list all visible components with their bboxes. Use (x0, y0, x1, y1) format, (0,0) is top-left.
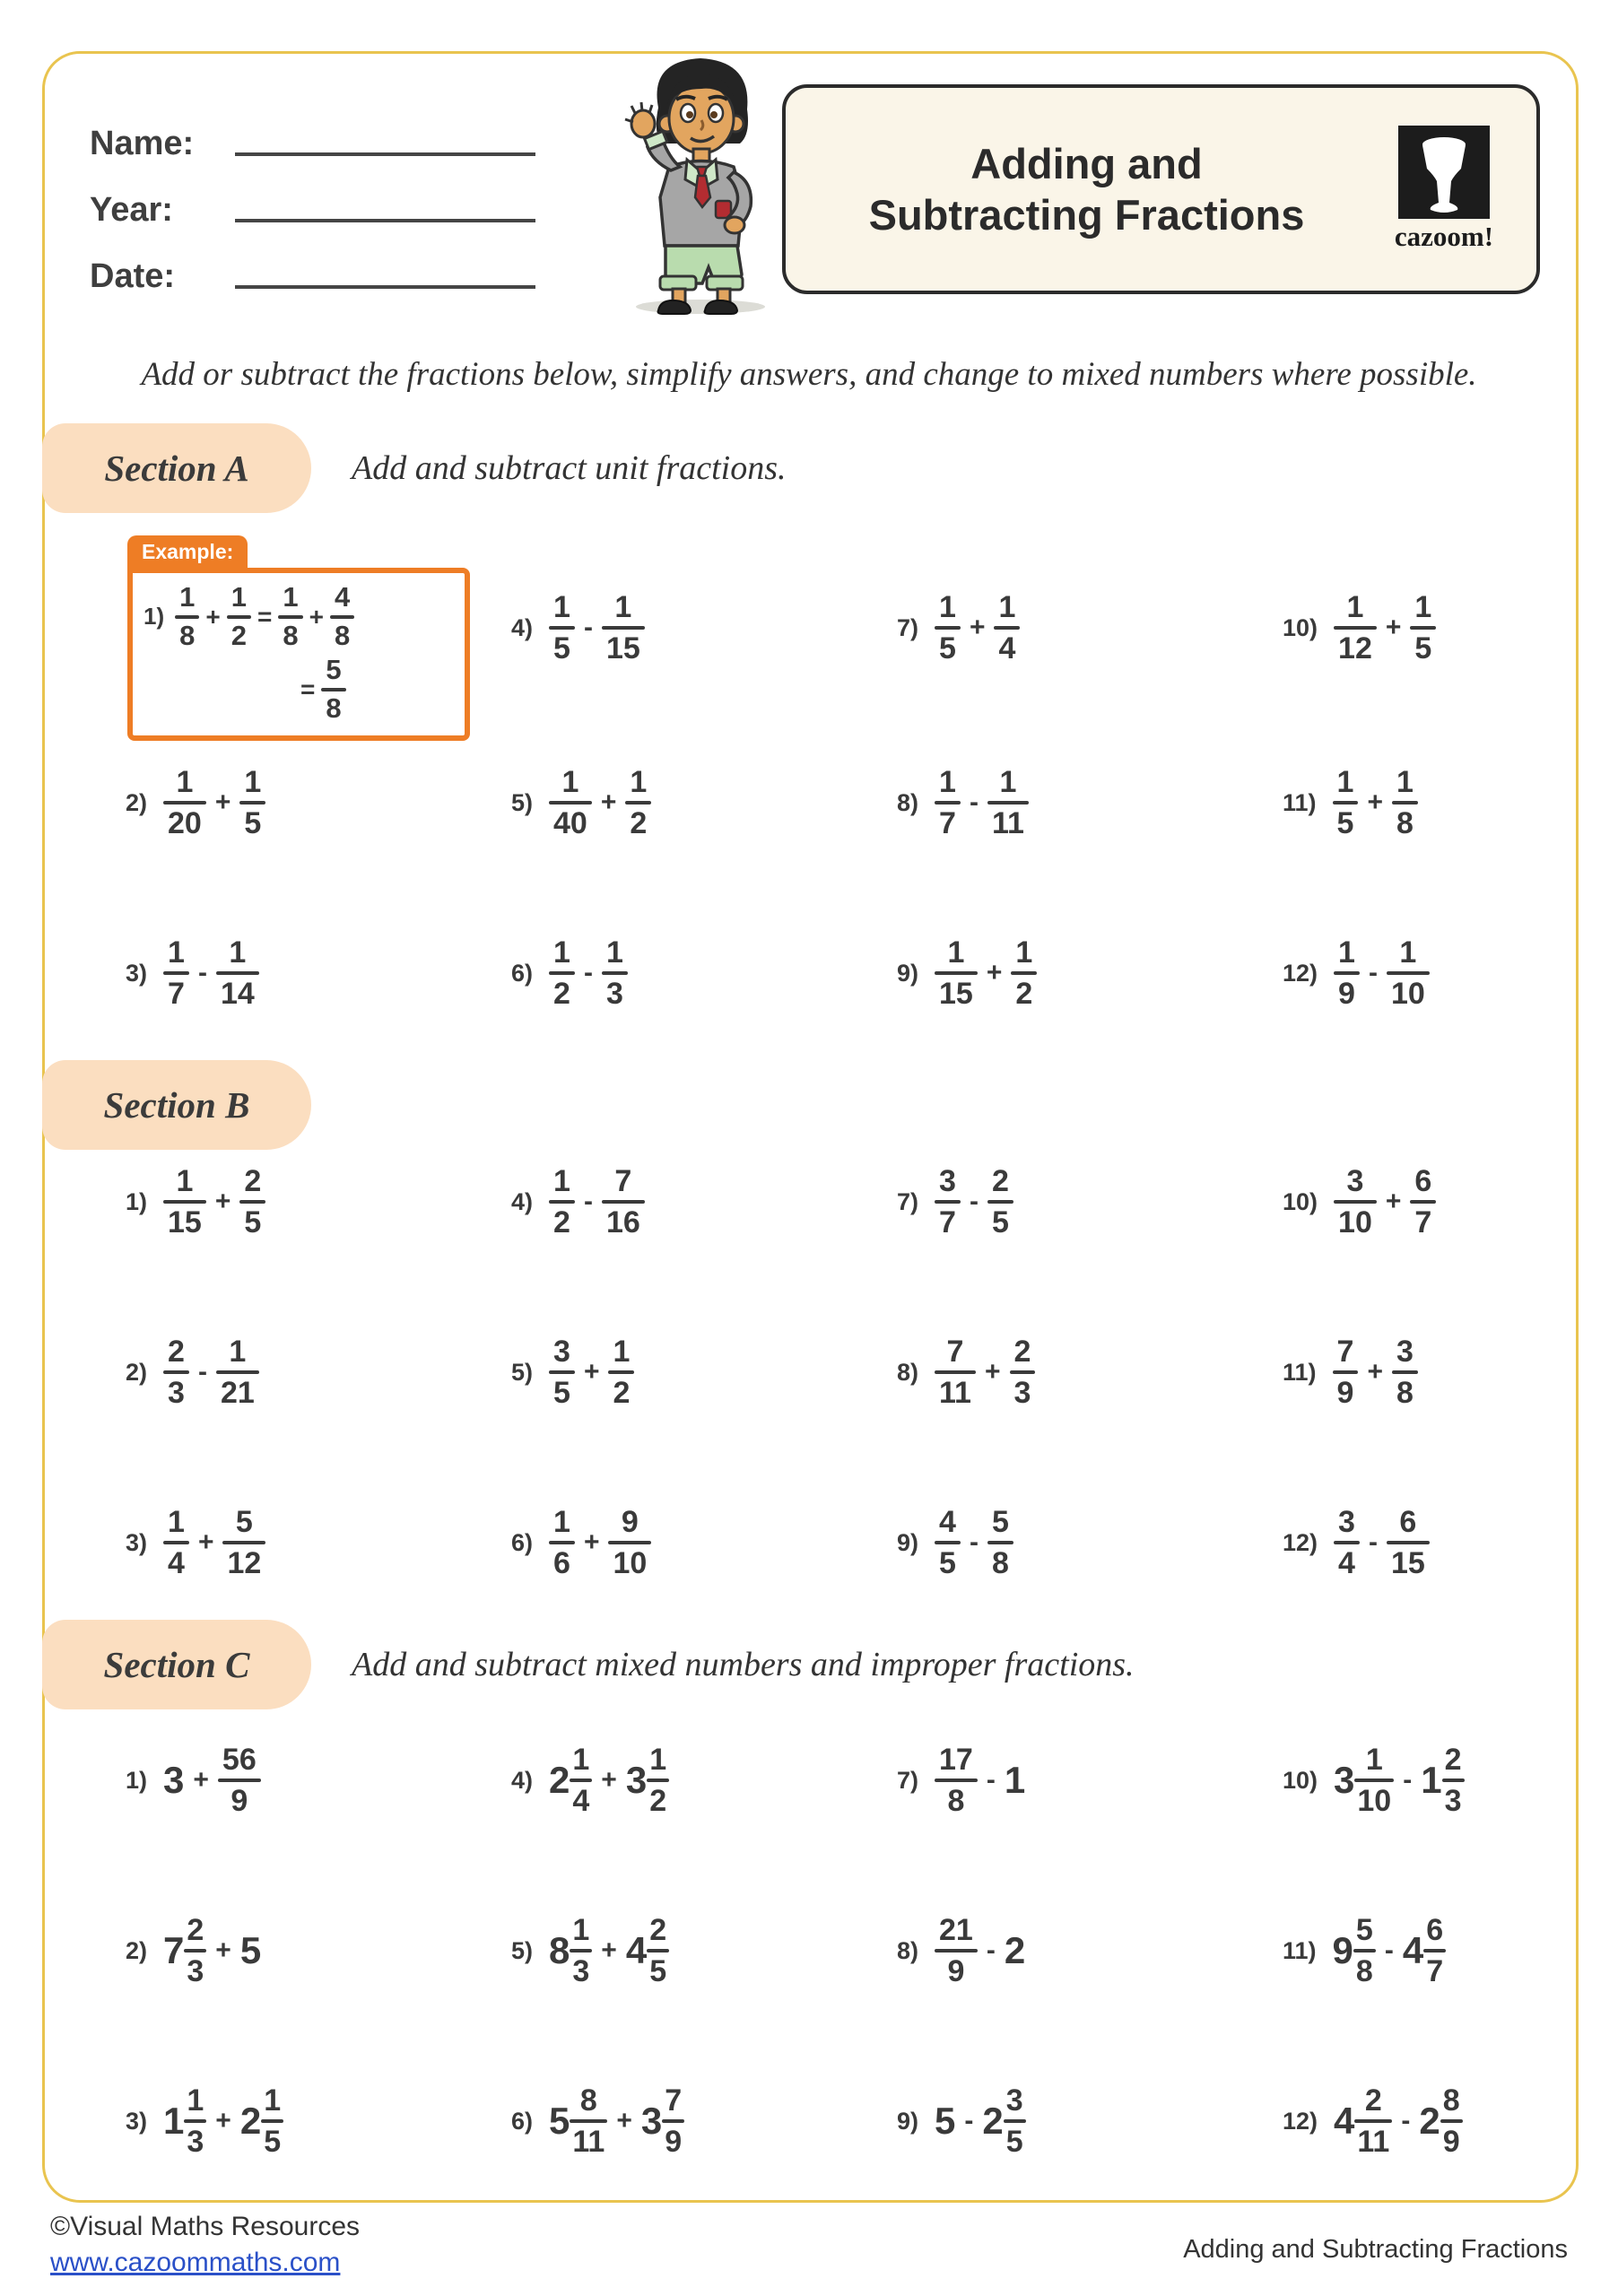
mixed-number: 2 $\frac{1}{4}$ (549, 1743, 592, 1818)
fraction: $\frac{4}{5}$ (935, 1505, 961, 1580)
problem-cell (126, 1498, 511, 1587)
fraction: $\frac{3}{5}$ (549, 1335, 575, 1410)
fraction: $\frac{3}{5}$ (1004, 2083, 1026, 2159)
problem (897, 1913, 1025, 1988)
operator: - (1401, 2106, 1411, 2135)
problem-number: 6) (511, 959, 534, 987)
fraction: $\frac{2}{5}$ (239, 1164, 265, 1239)
year-label: Year: (90, 191, 173, 229)
fraction: $\frac{1}{2}$ (608, 1335, 634, 1410)
operator: + (986, 958, 1003, 987)
problem (897, 935, 1037, 1011)
problem-cell (511, 583, 897, 673)
problem-cell (126, 583, 511, 673)
title-line-2: Subtracting Fractions (868, 191, 1305, 239)
section-a-pill: Section A (42, 423, 311, 513)
mixed-number: 1 $\frac{1}{3}$ (163, 2083, 206, 2159)
operator: - (986, 1765, 996, 1795)
problem-number: 6) (511, 2107, 534, 2135)
fraction: $\frac{1}{5}$ (261, 2083, 283, 2159)
problem-number: 1) (126, 1766, 148, 1794)
problem-cell (126, 1327, 511, 1417)
problem (1283, 1505, 1430, 1580)
mixed-number: 2 $\frac{1}{5}$ (240, 2083, 283, 2159)
fraction: $\frac{17}{8}$ (935, 1743, 978, 1818)
footer-copyright: ©Visual Maths Resources (50, 2212, 361, 2241)
operator: + (601, 1935, 617, 1965)
mixed-number: 3 $\frac{7}{9}$ (641, 2083, 684, 2159)
whole-number: 2 (1004, 1929, 1026, 1971)
problem-number: 5) (511, 788, 534, 816)
problem-row (126, 1906, 1538, 1996)
problem (1283, 765, 1418, 840)
problem-cell (511, 928, 897, 1018)
problem (1283, 1913, 1446, 1988)
fraction: $\frac{1}{2}$ (625, 765, 651, 840)
operator: + (616, 2106, 632, 2135)
problem-number: 7) (897, 613, 919, 641)
problem-number: 5) (511, 1936, 534, 1964)
fraction: $\frac{6}{7}$ (1423, 1913, 1446, 1988)
operator: - (986, 1935, 996, 1965)
fraction: $\frac{2}{3}$ (184, 1913, 206, 1988)
drum-icon (1398, 126, 1490, 219)
fraction: $\frac{6}{15}$ (1387, 1505, 1430, 1580)
operator: - (197, 1357, 207, 1387)
mixed-number: 9 $\frac{5}{8}$ (1333, 1913, 1376, 1988)
date-field-row (90, 230, 535, 296)
operator: - (969, 1527, 979, 1557)
problem-number: 8) (897, 788, 919, 816)
problem-cell (1283, 1906, 1538, 1996)
problem (511, 765, 651, 840)
fraction: $\frac{1}{5}$ (1333, 765, 1359, 840)
problem-cell (1283, 758, 1538, 848)
operator: + (600, 787, 617, 817)
title-line-1: Adding and (970, 139, 1203, 187)
operator: - (583, 958, 593, 987)
operator: - (583, 613, 593, 642)
fraction: $\frac{1}{15}$ (602, 590, 645, 665)
problem-cell (511, 1327, 897, 1417)
problem (897, 1164, 1013, 1239)
operator: + (1385, 613, 1402, 642)
fraction: $\frac{2}{3}$ (163, 1335, 189, 1410)
operator: + (969, 613, 986, 642)
operator: + (193, 1765, 209, 1795)
footer-website-link[interactable]: www.cazoommaths.com (50, 2248, 341, 2277)
mixed-number: 3 $\frac{1}{2}$ (626, 1743, 669, 1818)
operator: - (969, 1187, 979, 1216)
problem-cell (511, 1498, 897, 1587)
problem-cell (897, 1906, 1283, 1996)
mixed-number: 4 $\frac{2}{5}$ (626, 1913, 669, 1988)
operator: - (583, 1187, 593, 1216)
fraction: $\frac{4}{8}$ (330, 582, 354, 651)
fraction: $\frac{8}{9}$ (1440, 2083, 1463, 2159)
problem (126, 765, 265, 840)
problem (897, 765, 1029, 840)
fraction: $\frac{1}{12}$ (1334, 590, 1377, 665)
operator: - (969, 787, 979, 817)
operator: = (257, 602, 273, 631)
date-label: Date: (90, 257, 176, 295)
problem-number: 4) (511, 1187, 534, 1215)
section-b-pill: Section B (42, 1060, 311, 1150)
problem-number: 9) (897, 1528, 919, 1556)
problem-cell (897, 1498, 1283, 1587)
operator: - (1368, 958, 1378, 987)
operator: + (1367, 1357, 1383, 1387)
problem-number: 4) (511, 613, 534, 641)
problem (1283, 1164, 1436, 1239)
year-input-line[interactable] (235, 219, 535, 222)
problem-cell (126, 1906, 511, 1996)
fraction: $\frac{3}{4}$ (1334, 1505, 1360, 1580)
boy-cartoon-image (615, 52, 779, 316)
problem-number: 5) (511, 1358, 534, 1386)
fraction: $\frac{1}{4}$ (163, 1505, 189, 1580)
problem-number: 3) (126, 959, 148, 987)
logo-caption: cazoom! (1394, 221, 1494, 252)
operator: + (214, 1187, 231, 1216)
problem-cell (126, 2076, 511, 2166)
problem (126, 2083, 283, 2159)
problem (511, 1913, 669, 1988)
problem (511, 590, 645, 665)
fraction: $\frac{1}{7}$ (935, 765, 961, 840)
problem-number: 9) (897, 2107, 919, 2135)
problem (511, 2083, 684, 2159)
operator: + (197, 1527, 214, 1557)
problem-cell (897, 758, 1283, 848)
problem-number: 2) (126, 1358, 148, 1386)
problem-number: 12) (1283, 1528, 1318, 1556)
year-field-row (90, 163, 535, 230)
worksheet-title (786, 138, 1364, 241)
name-label: Name: (90, 125, 195, 162)
fraction: $\frac{1}{20}$ (163, 765, 206, 840)
operator: + (309, 602, 324, 631)
fraction: $\frac{1}{6}$ (549, 1505, 575, 1580)
problem-cell (126, 1735, 511, 1825)
problem-number: 12) (1283, 2107, 1318, 2135)
fraction: $\frac{1}{3}$ (570, 1913, 592, 1988)
fraction: $\frac{5}{8}$ (321, 655, 345, 724)
problem-cell (1283, 928, 1538, 1018)
problem-row (126, 583, 1538, 673)
problem-number: 2) (126, 1936, 148, 1964)
problem-cell (1283, 1498, 1538, 1587)
problem-number: 1) (126, 1187, 148, 1215)
operator: + (984, 1357, 1001, 1387)
problem-cell (897, 583, 1283, 673)
fraction: $\frac{1}{15}$ (935, 935, 978, 1011)
fraction: $\frac{1}{21}$ (216, 1335, 259, 1410)
problem-number: 7) (897, 1187, 919, 1215)
footer-doc-title: Adding and Subtracting Fractions (1183, 2235, 1568, 2264)
problem-row (126, 758, 1538, 848)
fraction: $\frac{2}{3}$ (1010, 1335, 1036, 1410)
fraction: $\frac{7}{9}$ (662, 2083, 684, 2159)
problem-number: 8) (897, 1936, 919, 1964)
problem-row (126, 2076, 1538, 2166)
fraction: $\frac{6}{7}$ (1410, 1164, 1436, 1239)
fraction: $\frac{1}{11}$ (987, 765, 1029, 840)
fraction: $\frac{1}{5}$ (549, 590, 575, 665)
mixed-number: 8 $\frac{1}{3}$ (549, 1913, 592, 1988)
operator: - (1384, 1935, 1394, 1965)
fraction: $\frac{1}{8}$ (175, 582, 199, 651)
fraction: $\frac{21}{9}$ (935, 1913, 978, 1988)
problem (1283, 590, 1436, 665)
operator: + (1367, 787, 1383, 817)
operator: + (215, 2106, 231, 2135)
operator: + (205, 602, 221, 631)
operator: + (601, 1765, 617, 1795)
section-c-pill: Section C (42, 1620, 311, 1709)
section-a-description: Add and subtract unit fractions. (352, 449, 787, 487)
problem-number: 11) (1283, 1358, 1317, 1386)
problem-cell (1283, 2076, 1538, 2166)
problem (126, 1335, 259, 1410)
name-input-line[interactable] (235, 152, 535, 156)
problem (126, 1505, 265, 1580)
fraction: $\frac{1}{5}$ (239, 765, 265, 840)
fraction: $\frac{5}{12}$ (222, 1505, 265, 1580)
date-input-line[interactable] (235, 285, 535, 289)
problem-number: 6) (511, 1528, 534, 1556)
mixed-number: 3 $\frac{1}{10}$ (1334, 1743, 1394, 1818)
fraction: $\frac{3}{10}$ (1334, 1164, 1377, 1239)
fraction: $\frac{1}{4}$ (994, 590, 1020, 665)
problem-cell (897, 2076, 1283, 2166)
problem-cell (511, 758, 897, 848)
mixed-number: 4 $\frac{6}{7}$ (1403, 1913, 1446, 1988)
fraction: $\frac{1}{5}$ (1410, 590, 1436, 665)
fraction: $\frac{2}{5}$ (987, 1164, 1013, 1239)
fraction: $\frac{1}{10}$ (1354, 1743, 1394, 1818)
operator: + (583, 1527, 600, 1557)
fraction: $\frac{7}{9}$ (1333, 1335, 1359, 1410)
problem-row (126, 1327, 1538, 1417)
mixed-number: 5 $\frac{8}{11}$ (549, 2083, 607, 2159)
example-tab: Example: (127, 535, 248, 568)
problem (1283, 935, 1430, 1011)
fraction: $\frac{1}{4}$ (570, 1743, 592, 1818)
problem-cell (511, 1157, 897, 1247)
whole-number: 1 (1004, 1759, 1026, 1801)
problem (897, 2083, 1026, 2159)
mixed-number: 2 $\frac{3}{5}$ (982, 2083, 1025, 2159)
problem-number: 12) (1283, 959, 1318, 987)
fraction: $\frac{3}{7}$ (935, 1164, 961, 1239)
mixed-number: 7 $\frac{2}{3}$ (163, 1913, 206, 1988)
problem-cell (126, 758, 511, 848)
fraction: $\frac{1}{14}$ (216, 935, 259, 1011)
fraction: $\frac{9}{10}$ (608, 1505, 651, 1580)
problem-cell (511, 1735, 897, 1825)
fraction: $\frac{2}{3}$ (1442, 1743, 1465, 1818)
mixed-number: 1 $\frac{2}{3}$ (1421, 1743, 1464, 1818)
problem-cell (897, 1327, 1283, 1417)
problem-cell (126, 928, 511, 1018)
problem (1283, 2083, 1463, 2159)
problem-number: 1) (144, 603, 165, 631)
problem (897, 1335, 1035, 1410)
fraction: $\frac{2}{11}$ (1354, 2083, 1392, 2159)
problem-cell (1283, 1735, 1538, 1825)
problem-cell (897, 928, 1283, 1018)
fraction: $\frac{7}{11}$ (935, 1335, 976, 1410)
problem-row (126, 928, 1538, 1018)
problem-row (126, 1157, 1538, 1247)
operator: + (583, 1357, 600, 1387)
problem (511, 1164, 645, 1239)
fraction: $\frac{2}{5}$ (647, 1913, 669, 1988)
problem-row (126, 1735, 1538, 1825)
problem (1283, 1743, 1465, 1818)
whole-number: 5 (935, 2100, 956, 2142)
title-box (782, 84, 1540, 294)
problem-number: 8) (897, 1358, 919, 1386)
operator: = (300, 675, 316, 704)
operator: - (1403, 1765, 1413, 1795)
fraction: $\frac{5}{8}$ (987, 1505, 1013, 1580)
problem-cell (1283, 1157, 1538, 1247)
fraction: $\frac{1}{10}$ (1387, 935, 1430, 1011)
fraction: $\frac{1}{8}$ (278, 582, 302, 651)
fraction: $\frac{7}{16}$ (602, 1164, 645, 1239)
problem-number: 10) (1283, 1187, 1318, 1215)
fraction: $\frac{1}{7}$ (163, 935, 189, 1011)
problem-cell (1283, 583, 1538, 673)
cazoom-logo (1364, 126, 1536, 253)
mixed-number: 4 $\frac{2}{11}$ (1334, 2083, 1392, 2159)
operator: - (197, 958, 207, 987)
operator: + (1385, 1187, 1402, 1216)
problem (126, 1164, 265, 1239)
fraction: $\frac{56}{9}$ (218, 1743, 261, 1818)
fraction: $\frac{1}{2}$ (549, 935, 575, 1011)
problem (511, 1335, 634, 1410)
fraction: $\frac{1}{2}$ (549, 1164, 575, 1239)
fraction: $\frac{3}{8}$ (1392, 1335, 1418, 1410)
fraction: $\frac{8}{11}$ (570, 2083, 607, 2159)
problem-cell (511, 1906, 897, 1996)
problem-number: 10) (1283, 613, 1318, 641)
problem-cell (897, 1157, 1283, 1247)
problem-number: 2) (126, 788, 148, 816)
problem (511, 1505, 651, 1580)
problem-number: 11) (1283, 1936, 1317, 1964)
fraction: $\frac{1}{5}$ (935, 590, 961, 665)
fraction: $\frac{1}{3}$ (602, 935, 628, 1011)
mixed-number: 2 $\frac{8}{9}$ (1419, 2083, 1462, 2159)
problem-cell (511, 2076, 897, 2166)
fraction: $\frac{1}{9}$ (1334, 935, 1360, 1011)
fraction: $\frac{1}{2}$ (227, 582, 251, 651)
problem (511, 1743, 669, 1818)
fraction: $\frac{1}{40}$ (549, 765, 592, 840)
problem (511, 935, 628, 1011)
problem-number: 10) (1283, 1766, 1318, 1794)
problem (126, 935, 259, 1011)
problem-cell (126, 1157, 511, 1247)
student-fields (90, 97, 535, 296)
problem (897, 1505, 1013, 1580)
problem-number: 3) (126, 2107, 148, 2135)
fraction: $\frac{5}{8}$ (1353, 1913, 1376, 1988)
whole-number: 5 (239, 1929, 262, 1971)
fraction: $\frac{1}{2}$ (1011, 935, 1037, 1011)
problem-number: 9) (897, 959, 919, 987)
problem-cell (1283, 1327, 1538, 1417)
fraction: $\frac{1}{3}$ (184, 2083, 206, 2159)
problem-number: 7) (897, 1766, 919, 1794)
problem (126, 1743, 261, 1818)
problem-number: 3) (126, 1528, 148, 1556)
problem (897, 590, 1020, 665)
name-field-row (90, 97, 535, 163)
fraction: $\frac{1}{15}$ (163, 1164, 206, 1239)
operator: + (214, 787, 231, 817)
section-c-description: Add and subtract mixed numbers and improper fractions. (352, 1646, 1135, 1683)
whole-number: 3 (163, 1759, 185, 1801)
fraction: $\frac{1}{8}$ (1392, 765, 1418, 840)
operator: - (964, 2106, 974, 2135)
fraction: $\frac{1}{2}$ (647, 1743, 669, 1818)
operator: - (1368, 1527, 1378, 1557)
problem (897, 1743, 1025, 1818)
problem-row (126, 1498, 1538, 1587)
problem-number: 4) (511, 1766, 534, 1794)
operator: + (215, 1935, 231, 1965)
problem-number: 11) (1283, 788, 1317, 816)
problem-cell (897, 1735, 1283, 1825)
problem (126, 1913, 261, 1988)
worksheet-instruction: Add or subtract the fractions below, simplify answers, and change to mixed numbers where possible. (141, 356, 1477, 393)
problem (1283, 1335, 1418, 1410)
